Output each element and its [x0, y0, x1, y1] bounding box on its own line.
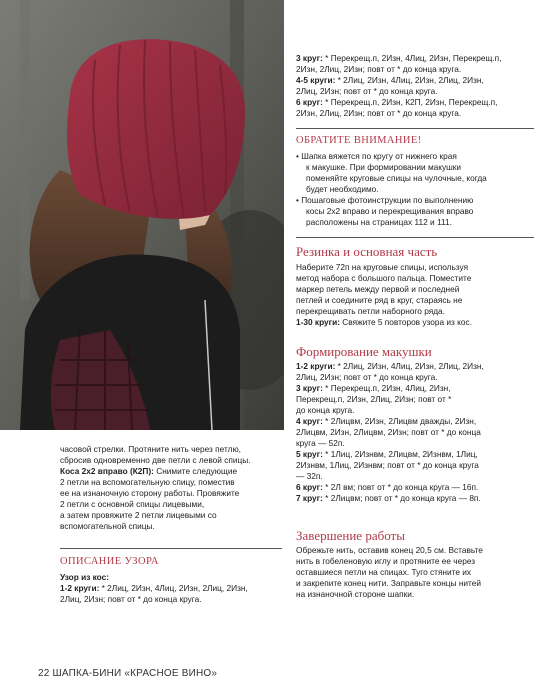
note-line: к макушке. При формировании макушки — [306, 162, 462, 172]
pattern-subtitle: Узор из кос: — [60, 572, 110, 582]
text-line: сбросив одновременно две петли с левой спицы. — [60, 455, 251, 465]
crown-heading: Формирование макушки — [296, 344, 432, 359]
row-line: 3 круг: * Перекрещ.п, 2Изн, 4Лиц, 2Изн, — [296, 383, 451, 393]
row-line: 3 круг: * Перекрещ.п, 2Изн, 4Лиц, 2Изн, Перекрещ.п, — [296, 53, 502, 63]
note-line: поменяйте круговые спицы на чулочные, когда — [306, 173, 487, 183]
row-line: 6 круг: * 2Л вм; повт от * до конца круга — 16п. — [296, 482, 479, 492]
note-line: расположены на страницах 112 и 111. — [306, 217, 452, 227]
text-line: маркер петель между первой и последней — [296, 284, 460, 294]
row-line: 1-2 круги: * 2Лиц, 2Изн, 4Лиц, 2Изн, 2Лиц, 2Изн, — [60, 583, 248, 593]
row-line: — 32п. — [296, 471, 323, 481]
row-line: 7 круг: * 2Лицвм; повт от * до конца круга — 8п. — [296, 493, 481, 503]
text-line: метод набора с большого пальца. Поместите — [296, 273, 472, 283]
left-text — [60, 444, 285, 532]
finish-heading: Завершение работы — [296, 528, 405, 543]
text-line: нить в гобеленовую иглу и протяните ее через — [296, 556, 476, 566]
text-line: а затем провяжите 2 петли лицевыми со — [60, 510, 217, 520]
page-footer — [38, 668, 217, 679]
row-line: 2Изнвм, 1Лиц, 2Изнвм; повт от * до конца круга — [296, 460, 479, 470]
pattern-heading: ОПИСАНИЕ УЗОРА — [60, 556, 159, 567]
finish-text — [296, 545, 536, 600]
attention-heading: ОБРАТИТЕ ВНИМАНИЕ! — [296, 135, 422, 146]
text-line: перекрещивать петли наборного ряда. — [296, 306, 445, 316]
row-line: 2Изн, 2Лиц, 2Изн; повт от * до конца круга. — [296, 64, 462, 74]
text-line: 2 петли с основной спицы лицевыми, — [60, 499, 205, 509]
text-line: часовой стрелки. Протяните нить через петлю, — [60, 444, 241, 454]
text-line: петлей и соедините ряд в круг, стараясь не — [296, 295, 463, 305]
text-line: оставшиеся петли на спицах. Туго стяните их — [296, 567, 472, 577]
row-line: до конца круга. — [296, 405, 355, 415]
row-line: 4-5 круги: * 2Лиц, 2Изн, 4Лиц, 2Изн, 2Лиц, 2Изн, — [296, 75, 484, 85]
photo-girl-in-beanie — [0, 0, 284, 430]
pattern-text — [60, 572, 285, 605]
text-line: на изнаночной стороне шапки. — [296, 589, 415, 599]
row-line: 4 круг: * 2Лицвм, 2Изн, 2Лицвм дважды, 2Изн, — [296, 416, 477, 426]
photo-illustration — [0, 0, 284, 430]
row-line: 5 круг: * 1Лиц, 2Изнвм, 2Лицвм, 2Изнвм, 1Лиц, — [296, 449, 478, 459]
row-line: круга — 52п. — [296, 438, 345, 448]
text-line: и закрепите конец нити. Заправьте концы нитей — [296, 578, 481, 588]
row-line: 2Изн, 2Лиц, 2Изн; повт от * до конца круга. — [296, 108, 462, 118]
divider — [60, 548, 282, 549]
attention-notes — [296, 151, 536, 228]
cable-line: Коса 2х2 вправо (К2П): Снимите следующие — [60, 466, 238, 476]
rib-text — [296, 262, 536, 328]
row-line: 2Лицвм, 2Изн, 2Лицвм, 2Изн; повт от * до конца — [296, 427, 481, 437]
row-line: 6 круг: * Перекрещ.п, 2Изн, К2П, 2Изн, Перекрещ.п, — [296, 97, 498, 107]
row-line: 2Лиц, 2Изн; повт от * до конца круга. — [60, 594, 202, 604]
row-line: 1-30 круги: Свяжите 5 повторов узора из кос. — [296, 317, 472, 327]
text-line: ее на изнаночную сторону работы. Провяжите — [60, 488, 240, 498]
divider — [296, 128, 534, 129]
text-line: Обрежьте нить, оставив конец 20,5 см. Вставьте — [296, 545, 483, 555]
crown-rows — [296, 361, 536, 504]
note-line: • Шапка вяжется по кругу от нижнего края — [296, 151, 457, 161]
note-line: косы 2х2 вправо и перекрещивания вправо — [306, 206, 474, 216]
row-line: Перекрещ.п, 2Изн, 2Лиц, 2Изн; повт от * — [296, 394, 452, 404]
note-line: • Пошаговые фотоинструкции по выполнению — [296, 195, 474, 205]
text-line: Наберите 72п на круговые спицы, используя — [296, 262, 469, 272]
row-line: 2Лиц, 2Изн; повт от * до конца круга. — [296, 86, 438, 96]
footer-title: ШАПКА-БИНИ «КРАСНОЕ ВИНО» — [52, 668, 218, 679]
right-top-rows — [296, 53, 536, 119]
text-line: вспомогательной спицы. — [60, 521, 155, 531]
row-line: 2Лиц, 2Изн; повт от * до конца круга. — [296, 372, 438, 382]
note-line: будет необходимо. — [306, 184, 379, 194]
rib-heading: Резинка и основная часть — [296, 244, 438, 259]
page-number: 22 — [38, 668, 50, 679]
text-line: 2 петли на вспомогательную спицу, поместив — [60, 477, 235, 487]
row-line: 1-2 круги: * 2Лиц, 2Изн, 4Лиц, 2Изн, 2Лиц, 2Изн, — [296, 361, 484, 371]
divider — [296, 237, 534, 238]
